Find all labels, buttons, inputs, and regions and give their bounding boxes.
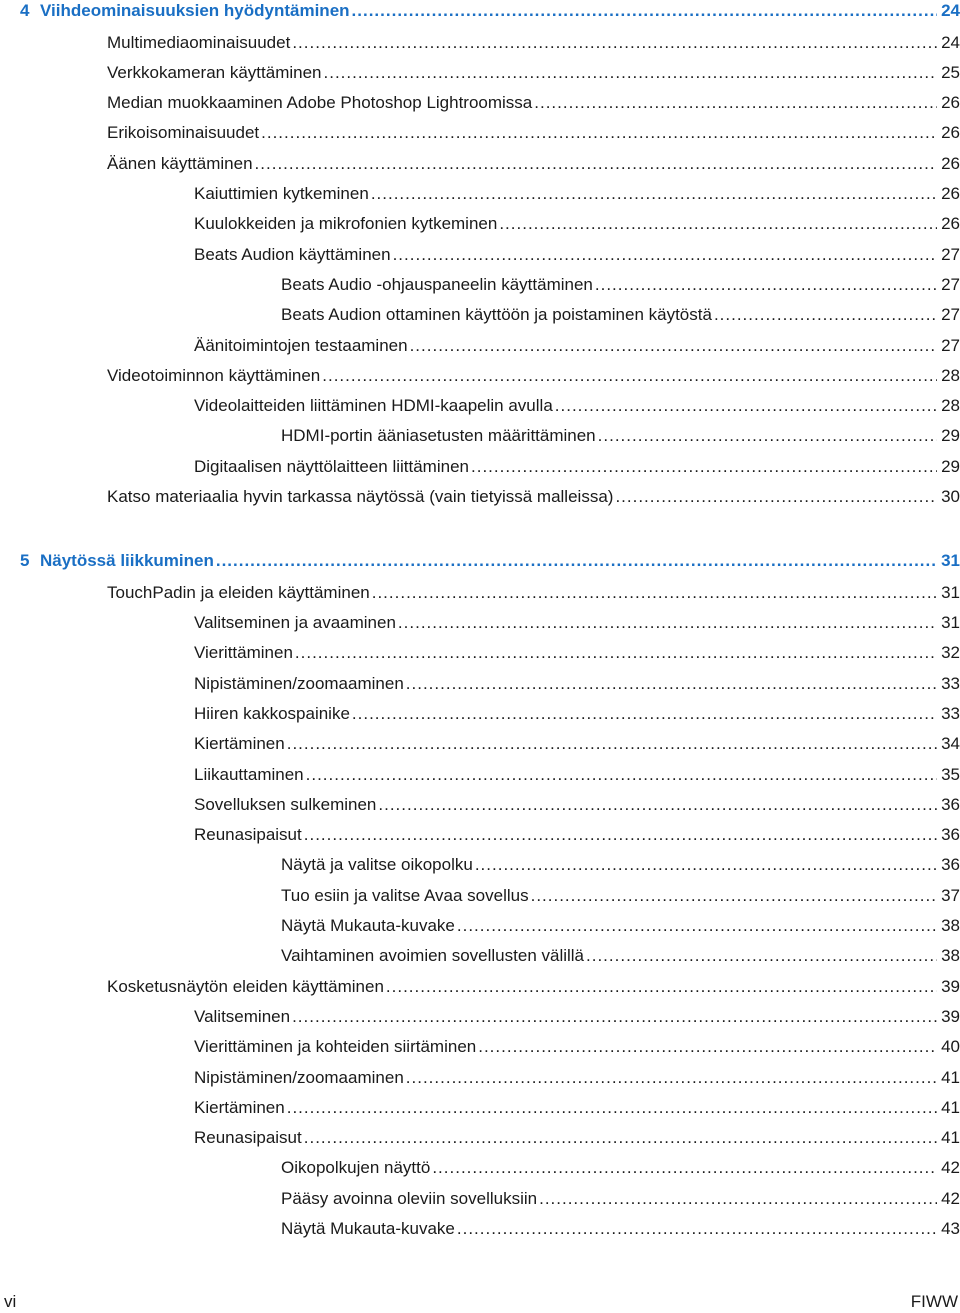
entry-title: Nipistäminen/zoomaaminen bbox=[194, 1068, 404, 1087]
toc-entry[interactable] bbox=[107, 92, 960, 114]
toc-entry[interactable] bbox=[194, 183, 960, 205]
dot-leader bbox=[457, 1218, 937, 1240]
toc-entry[interactable] bbox=[107, 62, 960, 84]
dot-leader bbox=[216, 550, 937, 572]
page-ref: 33 bbox=[941, 704, 960, 723]
page-ref: 42 bbox=[941, 1189, 960, 1208]
page-ref: 31 bbox=[941, 583, 960, 602]
toc-entry[interactable] bbox=[107, 976, 960, 998]
page-number: vi bbox=[4, 1292, 17, 1311]
entry-title: Reunasipaisut bbox=[194, 825, 302, 844]
dot-leader bbox=[261, 122, 937, 144]
entry-title: Kaiuttimien kytkeminen bbox=[194, 184, 369, 203]
page-ref: 26 bbox=[941, 184, 960, 203]
chapter-title bbox=[20, 550, 216, 572]
entry-title: Sovelluksen sulkeminen bbox=[194, 795, 377, 814]
toc-entry[interactable] bbox=[194, 824, 960, 846]
toc-entry[interactable] bbox=[281, 854, 960, 876]
dot-leader bbox=[393, 244, 938, 266]
page-ref: 32 bbox=[941, 643, 960, 662]
entry-title: Videolaitteiden liittäminen HDMI-kaapelin avulla bbox=[194, 396, 553, 415]
toc-entry[interactable] bbox=[194, 244, 960, 266]
page-ref: 26 bbox=[941, 154, 960, 173]
toc-entry[interactable] bbox=[194, 1127, 960, 1149]
page-ref: 43 bbox=[941, 1219, 960, 1238]
entry-title: Liikauttaminen bbox=[194, 765, 304, 784]
entry-title: Kosketusnäytön eleiden käyttäminen bbox=[107, 977, 384, 996]
dot-leader bbox=[295, 642, 937, 664]
entry-title: Näytä ja valitse oikopolku bbox=[281, 855, 473, 874]
entry-title: Kiertäminen bbox=[194, 734, 285, 753]
toc-entry[interactable] bbox=[281, 1188, 960, 1210]
page-ref: 26 bbox=[941, 93, 960, 112]
page-ref: 33 bbox=[941, 674, 960, 693]
page-ref: 40 bbox=[941, 1037, 960, 1056]
dot-leader bbox=[539, 1188, 937, 1210]
page-ref: 24 bbox=[941, 1, 960, 20]
dot-leader bbox=[378, 794, 937, 816]
toc-entry[interactable] bbox=[194, 1067, 960, 1089]
page-ref: 29 bbox=[941, 457, 960, 476]
page-ref: 41 bbox=[941, 1128, 960, 1147]
toc-entry[interactable] bbox=[194, 456, 960, 478]
toc-entry[interactable] bbox=[194, 673, 960, 695]
dot-leader bbox=[534, 92, 937, 114]
page-ref: 30 bbox=[941, 487, 960, 506]
toc-entry[interactable] bbox=[194, 1097, 960, 1119]
chapter-title bbox=[20, 0, 352, 22]
entry-title: Oikopolkujen näyttö bbox=[281, 1158, 431, 1177]
dot-leader bbox=[457, 915, 937, 937]
entry-title: Multimediaominaisuudet bbox=[107, 33, 291, 52]
page-ref: 27 bbox=[941, 245, 960, 264]
entry-title: Katso materiaalia hyvin tarkassa näytössä (vain tietyissä malleissa) bbox=[107, 487, 614, 506]
chapter-label: Viihdeominaisuuksien hyödyntäminen bbox=[40, 1, 350, 20]
dot-leader bbox=[478, 1036, 937, 1058]
dot-leader bbox=[304, 1127, 937, 1149]
page-ref: 34 bbox=[941, 734, 960, 753]
entry-title: Pääsy avoinna oleviin sovelluksiin bbox=[281, 1189, 538, 1208]
dot-leader bbox=[322, 365, 937, 387]
dot-leader bbox=[398, 612, 937, 634]
page-ref: 36 bbox=[941, 855, 960, 874]
entry-title: Hiiren kakkospainike bbox=[194, 704, 350, 723]
entry-title: Näytä Mukauta-kuvake bbox=[281, 1219, 455, 1238]
page-ref: 26 bbox=[941, 123, 960, 142]
dot-leader bbox=[406, 673, 937, 695]
dot-leader bbox=[595, 274, 937, 296]
entry-title: Videotoiminnon käyttäminen bbox=[107, 366, 321, 385]
entry-title: Vierittäminen bbox=[194, 643, 293, 662]
toc-entry[interactable] bbox=[194, 733, 960, 755]
toc-entry[interactable] bbox=[107, 153, 960, 175]
toc-entry[interactable] bbox=[194, 764, 960, 786]
entry-title: Näytä Mukauta-kuvake bbox=[281, 916, 455, 935]
entry-title: Kuulokkeiden ja mikrofonien kytkeminen bbox=[194, 214, 498, 233]
toc-entry[interactable] bbox=[281, 425, 960, 447]
entry-title: Nipistäminen/zoomaaminen bbox=[194, 674, 404, 693]
entry-title: Tuo esiin ja valitse Avaa sovellus bbox=[281, 886, 529, 905]
page-ref: 31 bbox=[941, 551, 960, 571]
page-ref: 29 bbox=[941, 426, 960, 445]
toc-entry[interactable] bbox=[107, 32, 960, 54]
toc-entry[interactable] bbox=[194, 703, 960, 725]
toc-entry[interactable] bbox=[281, 1218, 960, 1240]
page-ref: 31 bbox=[941, 613, 960, 632]
dot-leader bbox=[555, 395, 937, 417]
page-ref: 26 bbox=[941, 214, 960, 233]
entry-title: Median muokkaaminen Adobe Photoshop Lightroomissa bbox=[107, 93, 533, 112]
dot-leader bbox=[615, 486, 937, 508]
entry-title: HDMI-portin ääniasetusten määrittäminen bbox=[281, 426, 596, 445]
dot-leader bbox=[386, 976, 937, 998]
page-ref: 24 bbox=[941, 33, 960, 52]
dot-leader bbox=[432, 1157, 937, 1179]
entry-title: Beats Audion ottaminen käyttöön ja poistaminen käytöstä bbox=[281, 305, 712, 324]
toc-chapter[interactable] bbox=[20, 0, 960, 22]
entry-title: Valitseminen bbox=[194, 1007, 291, 1026]
toc-entry[interactable] bbox=[107, 486, 960, 508]
entry-title: TouchPadin ja eleiden käyttäminen bbox=[107, 583, 370, 602]
dot-leader bbox=[598, 425, 937, 447]
toc-entry[interactable] bbox=[194, 642, 960, 664]
toc-chapter[interactable] bbox=[20, 550, 960, 572]
dot-leader bbox=[287, 1097, 937, 1119]
entry-title: Valitseminen ja avaaminen bbox=[194, 613, 396, 632]
entry-title: Reunasipaisut bbox=[194, 1128, 302, 1147]
dot-leader bbox=[714, 304, 937, 326]
entry-title: Beats Audion käyttäminen bbox=[194, 245, 391, 264]
toc-entry[interactable] bbox=[107, 582, 960, 604]
page-ref: 27 bbox=[941, 305, 960, 324]
toc-entry[interactable] bbox=[194, 395, 960, 417]
dot-leader bbox=[372, 582, 937, 604]
dot-leader bbox=[475, 854, 937, 876]
dot-leader bbox=[352, 0, 938, 22]
entry-title: Vierittäminen ja kohteiden siirtäminen bbox=[194, 1037, 477, 1056]
page-ref: 39 bbox=[941, 1007, 960, 1026]
document-code: FIWW bbox=[910, 1292, 958, 1311]
dot-leader bbox=[292, 32, 937, 54]
page-ref: 38 bbox=[941, 916, 960, 935]
dot-leader bbox=[352, 703, 937, 725]
dot-leader bbox=[371, 183, 937, 205]
page-ref: 35 bbox=[941, 765, 960, 784]
entry-title: Erikoisominaisuudet bbox=[107, 123, 260, 142]
chapter-label: Näytössä liikkuminen bbox=[40, 551, 214, 571]
page-ref: 41 bbox=[941, 1098, 960, 1117]
entry-title: Beats Audio -ohjauspaneelin käyttäminen bbox=[281, 275, 593, 294]
toc-entry[interactable] bbox=[194, 213, 960, 235]
page-ref: 37 bbox=[941, 886, 960, 905]
toc-entry[interactable] bbox=[281, 274, 960, 296]
toc-entry[interactable] bbox=[281, 945, 960, 967]
page-ref: 41 bbox=[941, 1068, 960, 1087]
toc-entry[interactable] bbox=[194, 794, 960, 816]
toc-entry[interactable] bbox=[281, 915, 960, 937]
toc-entry[interactable] bbox=[107, 122, 960, 144]
entry-title: Verkkokameran käyttäminen bbox=[107, 63, 322, 82]
toc-entry[interactable] bbox=[194, 1006, 960, 1028]
page-ref: 38 bbox=[941, 946, 960, 965]
page-ref: 36 bbox=[941, 825, 960, 844]
entry-title: Digitaalisen näyttölaitteen liittäminen bbox=[194, 457, 469, 476]
page-ref: 27 bbox=[941, 275, 960, 294]
dot-leader bbox=[255, 153, 938, 175]
dot-leader bbox=[586, 945, 937, 967]
dot-leader bbox=[304, 824, 937, 846]
dot-leader bbox=[410, 335, 938, 357]
dot-leader bbox=[471, 456, 937, 478]
entry-title: Vaihtaminen avoimien sovellusten välillä bbox=[281, 946, 585, 965]
dot-leader bbox=[292, 1006, 937, 1028]
entry-title: Äänitoimintojen testaaminen bbox=[194, 336, 408, 355]
page-ref: 39 bbox=[941, 977, 960, 996]
toc-entry[interactable] bbox=[107, 365, 960, 387]
page-ref: 28 bbox=[941, 396, 960, 415]
dot-leader bbox=[306, 764, 937, 786]
page-ref: 36 bbox=[941, 795, 960, 814]
entry-title: Äänen käyttäminen bbox=[107, 154, 253, 173]
dot-leader bbox=[287, 733, 937, 755]
dot-leader bbox=[406, 1067, 937, 1089]
dot-leader bbox=[324, 62, 938, 84]
toc-entry[interactable] bbox=[281, 885, 960, 907]
dot-leader bbox=[499, 213, 937, 235]
toc-entry[interactable] bbox=[194, 1036, 960, 1058]
entry-title: Kiertäminen bbox=[194, 1098, 285, 1117]
page-ref: 28 bbox=[941, 366, 960, 385]
toc-entry[interactable] bbox=[194, 335, 960, 357]
page-ref: 42 bbox=[941, 1158, 960, 1177]
toc-entry[interactable] bbox=[194, 612, 960, 634]
chapter-number: 4 bbox=[20, 1, 30, 20]
dot-leader bbox=[531, 885, 937, 907]
page-ref: 25 bbox=[941, 63, 960, 82]
toc-entry[interactable] bbox=[281, 1157, 960, 1179]
chapter-number: 5 bbox=[20, 551, 30, 571]
toc-entry[interactable] bbox=[281, 304, 960, 326]
page-ref: 27 bbox=[941, 336, 960, 355]
